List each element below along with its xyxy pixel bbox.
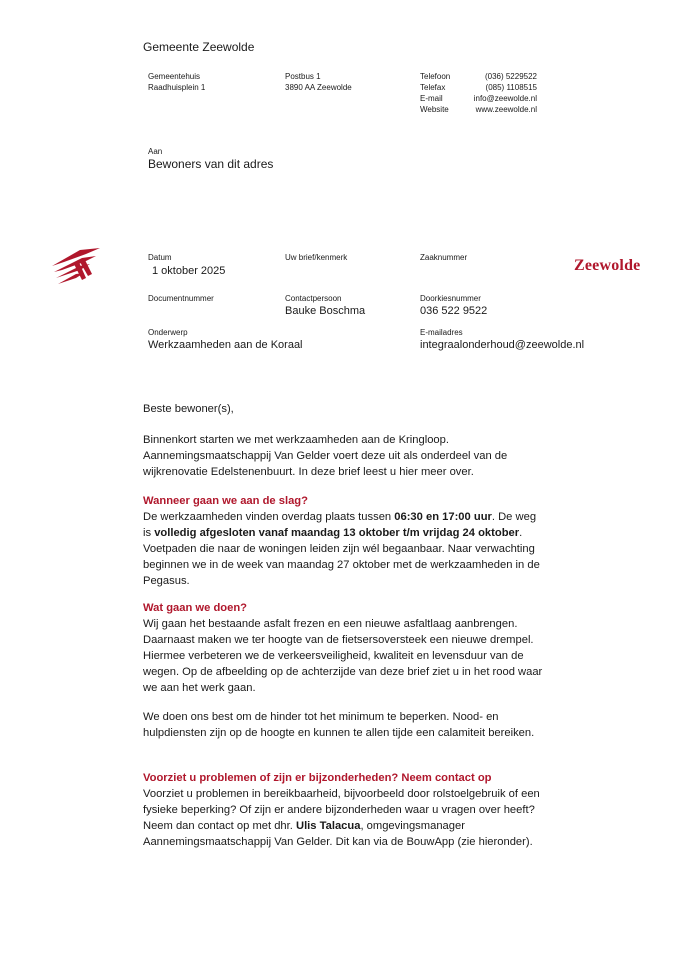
letter-greeting: Beste bewoner(s),: [143, 403, 234, 415]
zaaknummer-label: Zaaknummer: [420, 253, 468, 262]
section-body-contact: [143, 786, 543, 850]
address-line: 3890 AA Zeewolde: [285, 83, 352, 92]
onderwerp-label: Onderwerp: [148, 328, 188, 337]
contact-value: www.zeewolde.nl: [475, 105, 537, 114]
contact-label: Telefax: [420, 83, 446, 92]
emailadres-label: E-mailadres: [420, 328, 463, 337]
letter-intro: Binnenkort starten we met werkzaamheden aan de Kringloop. Aannemingsmaatschappij Van Gelder voert deze uit als onderdeel van de wijkrenovatie Edelstenenbuurt. In deze brief leest u hier meer over.: [143, 434, 508, 478]
contact-block: [420, 71, 537, 115]
contact-label: Website: [420, 105, 449, 114]
contact-value: (036) 5229522: [484, 72, 537, 81]
address-line: Raadhuisplein 1: [148, 83, 206, 92]
text-run: . Voetpaden die naar de woningen leiden zijn wél begaanbaar. Naar verwachting beginnen we in de week van maandag 27 oktober met de werkzaamheden in de Pegasus.: [143, 527, 540, 587]
text-run: . De weg is: [143, 511, 537, 539]
zeewolde-emblem-icon: [50, 246, 102, 286]
text-run: Voorziet u problemen in bereikbaarheid, bijvoorbeeld door rolstoelgebruik of een fysieke beperking? Of zijn er andere bijzonderheden waar u vragen over heeft? Neem dan contact op met dhr.: [143, 788, 540, 832]
onderwerp-value: Werkzaamheden aan de Koraal: [148, 339, 303, 351]
doorkiesnummer-label: Doorkiesnummer: [420, 294, 481, 303]
address-col-1: [148, 71, 205, 93]
section-heading-what: Wat gaan we doen?: [143, 602, 248, 614]
datum-value: 1 oktober 2025: [152, 265, 226, 277]
text-run-bold: Ulis Talacua: [295, 820, 361, 832]
contact-value: info@zeewolde.nl: [473, 94, 537, 103]
text-run: De werkzaamheden vinden overdag plaats tussen: [143, 511, 395, 523]
datum-label: Datum: [148, 253, 172, 262]
section-body-when: [143, 509, 543, 589]
contact-row: [420, 104, 537, 115]
address-col-2: [285, 71, 352, 93]
section-heading-contact: Voorziet u problemen of zijn er bijzonderheden? Neem contact op: [143, 772, 492, 784]
section-body-hinder: We doen ons best om de hinder tot het minimum te beperken. Nood- en hulpdiensten zijn op de hoogte en kunnen te allen tijde een calamiteit bereiken.: [143, 711, 535, 739]
documentnummer-label: Documentnummer: [148, 294, 214, 303]
text-run-bold: 06:30 en 17:00 uur: [394, 511, 492, 523]
text-run-bold: volledig afgesloten vanaf maandag 13 oktober t/m vrijdag 24 oktober: [154, 527, 520, 539]
contact-row: [420, 71, 537, 82]
contact-row: [420, 93, 537, 104]
doorkiesnummer-value: 036 522 9522: [420, 305, 488, 317]
recipient-value: Bewoners van dit adres: [148, 157, 274, 171]
contact-label: E-mail: [420, 94, 443, 103]
emailadres-value: integraalonderhoud@zeewolde.nl: [420, 339, 585, 351]
contact-value: (085) 1108515: [485, 83, 537, 92]
sender-name: Gemeente Zeewolde: [143, 40, 255, 54]
section-body-what: Wij gaan het bestaande asfalt frezen en een nieuwe asfaltlaag aanbrengen. Daarnaast maken we ter hoogte van de fietsersoversteek een nieuwe drempel. Hiermee verbeteren we de verkeersveiligheid, kwaliteit en levensduur van de wegen. Op de afbeelding op de achterzijde van deze brief ziet u in het rood waar we aan het werk gaan.: [143, 618, 543, 694]
logo-text: Zeewolde: [574, 257, 641, 274]
text-run: , omgevingsmanager Aannemingsmaatschappij Van Gelder. Dit kan via de BouwApp (zie hieronder).: [143, 820, 533, 848]
section-heading-when: Wanneer gaan we aan de slag?: [143, 495, 308, 507]
contactpersoon-label: Contactpersoon: [285, 294, 342, 303]
contactpersoon-value: Bauke Boschma: [285, 305, 366, 317]
address-line: Gemeentehuis: [148, 72, 201, 81]
recipient-label: Aan: [148, 147, 163, 156]
contact-label: Telefoon: [420, 72, 451, 81]
contact-row: [420, 82, 537, 93]
uw-brief-label: Uw brief/kenmerk: [285, 253, 348, 262]
address-line: Postbus 1: [285, 72, 321, 81]
